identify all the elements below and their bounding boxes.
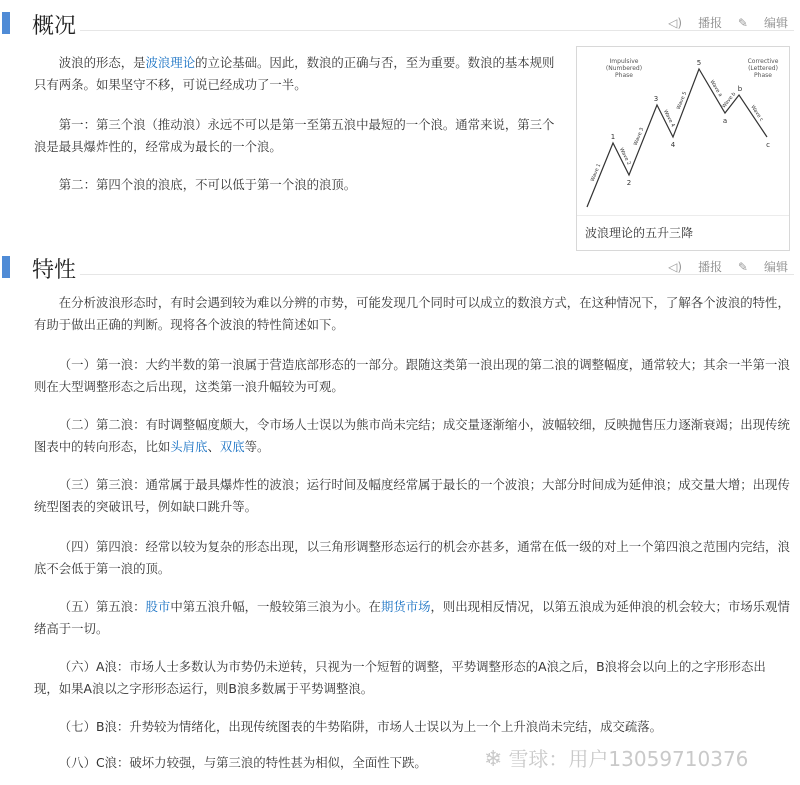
point-label-b: b bbox=[737, 85, 743, 93]
pencil-icon: ✎ bbox=[737, 260, 748, 274]
feature-wave-b: （七）B浪：升势较为情绪化，出现传统图表的牛势陷阱，市场人士误以为上一个上升浪尚未完结，成交疏落。 bbox=[58, 719, 663, 734]
impulse-label-line3: Phase bbox=[615, 72, 633, 79]
feature-wave-1: （一）第一浪：大约半数的第一浪属于营造底部形态的一部分。跟随这类第一浪出现的第二浪的调整幅度，通常较大；其余一半第一浪则在大型调整形态之后出现，这类第一浪升幅较为可观。 bbox=[34, 357, 790, 394]
feature-wave-4: （四）第四浪：经常以较为复杂的形态出现，以三角形调整形态运行的机会亦甚多，通常在低一级的对上一个第四浪之范围内完结，浪底不会低于第一浪的顶。 bbox=[34, 539, 790, 576]
watermark: ❄ 雪球：用户13059710376 bbox=[484, 747, 749, 772]
feature-wave-c: （八）C浪：破坏力较强，与第三浪的特性甚为相似，全面性下跌。 bbox=[58, 755, 427, 770]
broadcast-button[interactable]: ◁) 播报 bbox=[668, 16, 723, 30]
snowball-logo-icon: ❄ bbox=[484, 747, 503, 772]
edit-button[interactable]: ✎ 编辑 bbox=[737, 16, 788, 30]
feature-wave-3: （三）第三浪：通常属于最具爆炸性的波浪；运行时间及幅度经常属于最长的一个波浪；大部分时间成为延伸浪；成交量大增；出现传统型图表的突破讯号，例如缺口跳升等。 bbox=[34, 477, 790, 514]
double-bottom-link[interactable]: 双底 bbox=[219, 439, 245, 454]
point-label-2: 2 bbox=[626, 179, 632, 187]
overview-paragraph-3: 第二：第四个浪的浪底，不可以低于第一个浪的浪顶。 bbox=[58, 177, 357, 192]
section-header-features bbox=[0, 256, 800, 286]
feature-wave-a: （六）A浪：市场人士多数认为市势仍未逆转，只视为一个短暂的调整，平势调整形态的A浪之后，B浪将会以向上的之字形形态出现，如果A浪以之字形形态运行，则B浪多数属于平势调整浪。 bbox=[34, 659, 766, 696]
point-label-1: 1 bbox=[610, 133, 616, 141]
futures-market-link[interactable]: 期货市场 bbox=[380, 599, 431, 614]
point-label-a: a bbox=[722, 117, 728, 125]
impulse-label-line1: Impulsive bbox=[609, 58, 639, 65]
broadcast-button[interactable]: ◁) 播报 bbox=[668, 260, 723, 274]
pencil-icon: ✎ bbox=[737, 16, 748, 30]
stock-market-link[interactable]: 股市 bbox=[145, 599, 171, 614]
wave-label-a: Wave a bbox=[708, 79, 724, 98]
section-tools bbox=[656, 14, 788, 31]
point-label-3: 3 bbox=[653, 95, 659, 103]
wave-label-3: Wave 3 bbox=[632, 126, 646, 147]
point-label-4: 4 bbox=[670, 141, 676, 149]
wave-label-c: Wave c bbox=[749, 104, 765, 123]
section-accent-bar bbox=[2, 12, 10, 34]
wave-theory-figure[interactable] bbox=[576, 46, 790, 251]
speaker-icon: ◁) bbox=[668, 16, 683, 30]
section-tools bbox=[656, 258, 788, 275]
point-label-c: c bbox=[766, 141, 770, 149]
overview-paragraph-2: 第一：第三个浪（推动浪）永远不可以是第一至第五浪中最短的一个浪。通常来说，第三个浪是最具爆炸性的，经常成为最长的一个浪。 bbox=[34, 117, 555, 154]
head-shoulders-bottom-link[interactable]: 头肩底 bbox=[170, 439, 208, 454]
feature-wave-2: （二）第二浪：有时调整幅度颇大，令市场人士误以为熊市尚未完结；成交量逐渐缩小，波幅较细，反映抛售压力逐渐衰竭；出现传统图表中的转向形态，比如头肩底、双底等。 bbox=[34, 417, 790, 454]
wave-label-2: Wave 2 bbox=[618, 146, 632, 167]
feature-wave-5: （五）第五浪：股市中第五浪升幅，一般较第三浪为小。在期货市场，则出现相反情况，以第五浪成为延伸浪的机会较大；市场乐观情绪高于一切。 bbox=[34, 599, 790, 636]
wave-theory-link[interactable]: 波浪理论 bbox=[145, 55, 196, 70]
wave-diagram bbox=[577, 47, 789, 215]
section-accent-bar bbox=[2, 256, 10, 278]
wave-label-1: Wave 1 bbox=[589, 162, 603, 183]
edit-button[interactable]: ✎ 编辑 bbox=[737, 260, 788, 274]
section-title: 特性 bbox=[32, 258, 77, 283]
section-header-overview bbox=[0, 12, 800, 42]
wave-label-5: Wave 5 bbox=[675, 90, 689, 111]
section-title: 概况 bbox=[32, 14, 77, 39]
figure-caption: 波浪理论的五升三降 bbox=[577, 215, 789, 250]
speaker-icon: ◁) bbox=[668, 260, 683, 274]
point-label-5: 5 bbox=[696, 59, 702, 67]
corrective-label-line3: Phase bbox=[754, 72, 772, 79]
overview-paragraph-1: 波浪的形态，是波浪理论的立论基础。因此，数浪的正确与否，至为重要。数浪的基本规则只有两条。如果坚守不移，可说已经成功了一半。 bbox=[34, 55, 555, 92]
features-intro: 在分析波浪形态时，有时会遇到较为难以分辨的市势，可能发现几个同时可以成立的数浪方式，在这种情况下，了解各个波浪的特性，有助于做出正确的判断。现将各个波浪的特性简述如下。 bbox=[34, 295, 790, 332]
corrective-label-line1: Corrective bbox=[747, 58, 779, 65]
wave-label-b: Wave b bbox=[721, 91, 738, 110]
impulse-label-line2: (Numbered) bbox=[605, 65, 643, 72]
corrective-label-line2: (Lettered) bbox=[748, 65, 778, 72]
wave-label-4: Wave 4 bbox=[662, 108, 676, 129]
